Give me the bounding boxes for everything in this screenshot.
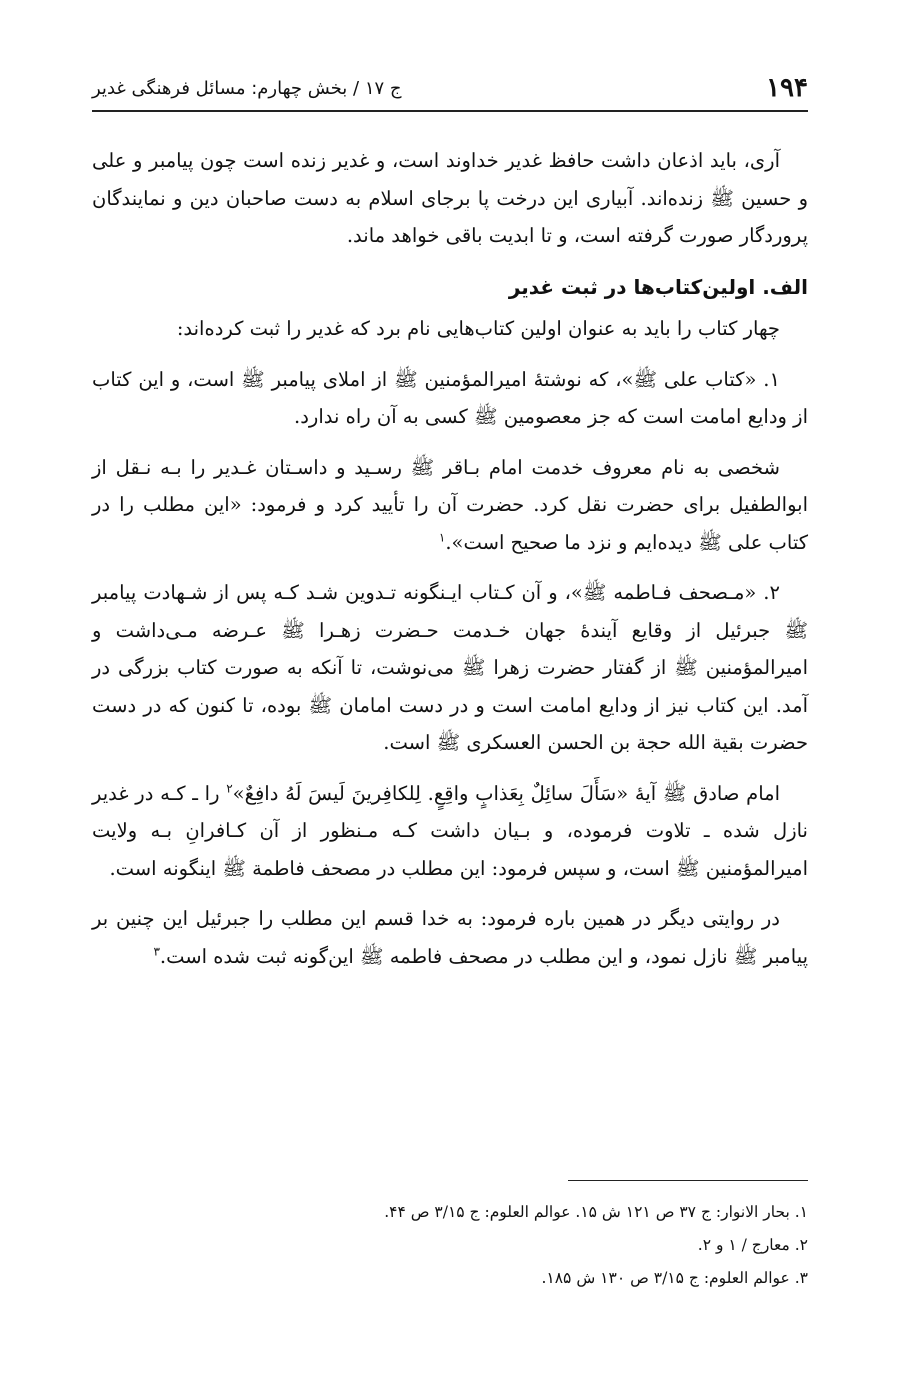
main-text (92, 142, 808, 988)
footnote-ref-1[interactable]: ۱ (438, 530, 446, 544)
paragraph-narration-text: شخصی به نام معروف خدمت امام بـاقر ﷺ رسـید و داسـتان غـدیر را بـه نـقل از ابوالطفیل برای حضرت نقل کرد. حضرت آن را تأیید کرد و فرمود: «این مطلب را در کتاب علی ﷺ دیده‌ایم و نزد ما صحیح است». (92, 455, 808, 554)
page-number: ۱۹۴ (766, 73, 808, 103)
footnote-1: ۱. بحار الانوار: ج ۳۷ ص ۱۲۱ ش ۱۵. عوالم العلوم: ج ۳/۱۵ ص ۴۴. (384, 1203, 808, 1221)
paragraph-book-of-ali: ۱. «کتاب علی ﷺ»، که نوشتهٔ امیرالمؤمنین ﷺ از املای پیامبر ﷺ است، و این کتاب از ودایع امامت است که جز معصومین ﷺ کسی به آن راه ندارد. (92, 367, 808, 428)
paragraph-imam-sadiq-b: را ـ کـه در غدیر نازل شده ـ تلاوت فرموده، و بـیان داشت کـه مـنظور از آن کـافرانِ بـه ولایت امیرالمؤمنین ﷺ است، و سپس فرمود: این مطلب در مصحف فاطمة ﷺ اینگونه است. (92, 781, 808, 880)
paragraph-imam-sadiq-a: امام صادق ﷺ آیهٔ «سَأَلَ سائِلٌ بِعَذابٍ واقِعٍ. لِلکافِرینَ لَیسَ لَهُ دافِعٌ» (232, 781, 780, 805)
paragraph-another-narration (92, 900, 808, 975)
footnote-3: ۳. عوالم العلوم: ج ۳/۱۵ ص ۱۳۰ ش ۱۸۵. (541, 1269, 808, 1287)
footnote-ref-3[interactable]: ۳ (153, 944, 160, 958)
footnote-divider (568, 1180, 808, 1181)
page-header (92, 66, 808, 112)
paragraph-intro: آری، باید اذعان داشت حافظ غدیر خداوند است، و غدیر زنده است چون پیامبر و علی و حسین ﷺ زنده‌اند. آبیاری این درخت پا برجای اسلام به دست صاحبان دین و نمایندگان پروردگار صورت گرفته است، و تا ابدیت باقی خواهد ماند. (92, 149, 808, 247)
paragraph-imam-sadiq (92, 775, 808, 888)
paragraph-mushaf-fatima: ۲. «مـصحف فـاطمه ﷺ»، و آن کـتاب ایـنگونه تـدوین شـد کـه پس از شـهادت پیامبر ﷺ جبرئیل از وقایع آیندهٔ جهان خـدمت حـضرت زهـرا ﷺ عـرضه مـی‌داشت و امیرالمؤمنین ﷺ از گفتار حضرت زهرا ﷺ می‌نوشت، تا آنکه به صورت کتاب بزرگی در آمد. این کتاب نیز از ودایع امامت است و در دست امامان ﷺ بوده، تا کنون که در دست حضرت بقیة الله حجة بن الحسن العسکری ﷺ است. (92, 581, 808, 754)
paragraph-another-narration-text: در روایتی دیگر در همین باره فرمود: به خدا قسم این مطلب را جبرئیل این چنین بر پیامبر ﷺ نازل نمود، و این مطلب در مصحف فاطمه ﷺ این‌گونه ثبت شده است. (92, 907, 808, 968)
footnote-2: ۲. معارج / ۱ و ۲. (697, 1236, 808, 1254)
paragraph-four-books: چهار کتاب را باید به عنوان اولین کتاب‌هایی نام برد که غدیر را ثبت کرده‌اند: (176, 317, 780, 340)
section-heading: الف. اولین‌کتاب‌ها در ثبت غدیر (508, 274, 808, 299)
footnotes (92, 1196, 808, 1295)
footnote-ref-2[interactable]: ۲ (226, 781, 233, 795)
running-head: ج ۱۷ / بخش چهارم: مسائل فرهنگی غدیر (92, 77, 402, 99)
paragraph-narration (92, 449, 808, 562)
